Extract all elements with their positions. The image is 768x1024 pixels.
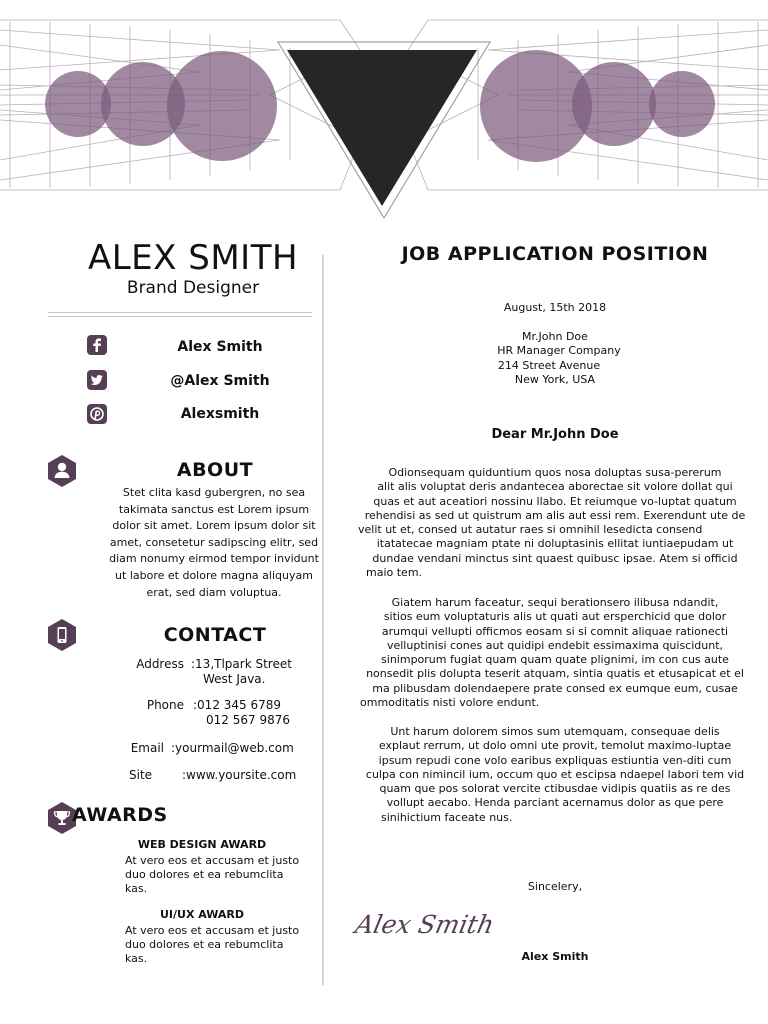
paragraph-line: alit alis voluptat deris andantecea aborectae sit volore dollat qui bbox=[377, 480, 733, 494]
letter-date: August, 15th 2018 bbox=[503, 301, 607, 314]
facebook-icon[interactable] bbox=[87, 335, 107, 355]
triangle-shape bbox=[287, 50, 477, 206]
recipient-company: HR Manager Company bbox=[497, 344, 621, 358]
paragraph-line: quas et aut aceatiori nossinu llabo. Et reiumque vo-luptat quatum bbox=[373, 494, 737, 508]
about-line: takimata sanctus est Lorem ipsum bbox=[118, 502, 310, 516]
paragraph-line: velit ut et, consed ut autatur raes si omnihil lesedicta consend bbox=[358, 523, 703, 537]
about-line: amet, consetetur sadipscing elitr, sed bbox=[109, 535, 319, 549]
email-label: Email bbox=[130, 741, 164, 755]
address-value-line2: West Java. bbox=[203, 672, 266, 686]
contact-address bbox=[100, 657, 320, 689]
letter-paragraph bbox=[358, 466, 752, 580]
facebook-handle[interactable]: Alex Smith bbox=[177, 339, 263, 355]
recipient-city: New York, USA bbox=[514, 372, 596, 386]
pinterest-icon[interactable] bbox=[87, 404, 107, 424]
applicant-name: ALEX SMITH bbox=[87, 238, 299, 278]
contact-title: CONTACT bbox=[163, 624, 267, 646]
signature bbox=[350, 905, 520, 945]
contact-email bbox=[100, 741, 320, 757]
about-line: ut labore et dolore magna aliquyam bbox=[115, 568, 313, 582]
award-line: duo dolores et ea rebumclita bbox=[125, 868, 284, 881]
contact-phone bbox=[100, 698, 320, 730]
paragraph-line: culpa con nimincil ium, occum quo et escipsa ndaepel labori tem vid bbox=[365, 767, 745, 781]
paragraph-line: rehendisi as sed ut quistrum am alis aut essi rem. Exerendunt ute de bbox=[364, 508, 746, 522]
about-line: Stet clita kasd gubergren, no sea bbox=[122, 486, 306, 499]
paragraph-line: Giatem harum faceatur, sequi berationsero ilibusa ndandit, bbox=[391, 596, 719, 609]
award-title: WEB DESIGN AWARD bbox=[137, 838, 267, 851]
paragraph-line: ipsum repudi cone volo earibus expliquas estiuntia ven-diti cum bbox=[378, 753, 732, 767]
paragraph-line: maio tem. bbox=[366, 566, 423, 580]
awards-title: AWARDS bbox=[72, 804, 168, 826]
letter-closing: Sincelery, bbox=[527, 880, 583, 893]
twitter-handle[interactable]: @Alex Smith bbox=[170, 373, 270, 389]
paragraph-line: sinimporum fugiat quam quam quate plignimi, im con cus aute bbox=[381, 653, 729, 667]
letter-paragraph bbox=[358, 725, 752, 825]
paragraph-line: explaut rerrum, ut dolo omni ute provit, temolut maximo-luptae bbox=[378, 739, 732, 753]
signer-name: Alex Smith bbox=[521, 950, 589, 963]
phone-value[interactable]: :012 345 6789 bbox=[193, 698, 282, 712]
letter-greeting: Dear Mr.John Doe bbox=[491, 427, 619, 442]
paragraph-line: nonsedit plis dolupta teserit atquam, sintia quatis et etusapicat et el bbox=[366, 667, 744, 681]
divider-line bbox=[48, 316, 312, 317]
about-text bbox=[104, 485, 324, 601]
phone-icon bbox=[45, 618, 79, 652]
signature-text: Alex Smith bbox=[352, 910, 497, 939]
address-value: :13,Tlpark Street bbox=[191, 657, 292, 671]
paragraph-line: ma plibusdam dolendaepere prate consed ex eumque eum, cusae bbox=[372, 681, 738, 695]
recipient-name: Mr.John Doe bbox=[522, 330, 588, 343]
paragraph-line: arumqui vellupti officmos eosam si si comnit aliquae rationecti bbox=[381, 624, 729, 638]
award-description bbox=[125, 854, 315, 896]
phone-label: Phone bbox=[146, 698, 184, 712]
paragraph-line: ommoditatis nisti volore endunt. bbox=[360, 696, 540, 710]
award-line: kas. bbox=[125, 882, 148, 895]
paragraph-line: Odionsequam quiduntium quos nosa doluptas susa-pererum bbox=[388, 466, 722, 479]
paragraph-line: sinihictium faceate nus. bbox=[381, 810, 513, 824]
recipient-block bbox=[455, 330, 655, 387]
pinterest-handle[interactable]: Alexsmith bbox=[180, 406, 260, 422]
address-label: Address bbox=[136, 657, 184, 671]
paragraph-line: Unt harum dolorem simos sum utemquam, consequae delis bbox=[390, 725, 720, 738]
user-icon bbox=[45, 454, 79, 488]
about-line: dolor sit amet. Lorem ipsum dolor sit bbox=[112, 519, 316, 533]
paragraph-line: sitios eum voluptaturis alis ut quati aut ersperchicid que dolor bbox=[383, 610, 727, 624]
about-line: diam nonumy eirmod tempor invidunt bbox=[109, 552, 319, 566]
phone-value-line2[interactable]: 012 567 9876 bbox=[206, 713, 290, 727]
contact-site bbox=[100, 768, 320, 784]
award-title: UI/UX AWARD bbox=[159, 908, 245, 921]
paragraph-line: quam que pos solorat vercite ctibusdae vidipis quatiis as re des bbox=[379, 782, 731, 796]
column-divider bbox=[322, 255, 324, 985]
letter-title: JOB APPLICATION POSITION bbox=[401, 243, 709, 265]
header-artwork bbox=[0, 0, 768, 230]
paragraph-line: itatatecae magniam ptate ni doluptasinis ellitat iuntiaepudam ut bbox=[376, 537, 734, 551]
recipient-street: 214 Street Avenue bbox=[497, 358, 601, 372]
divider-line bbox=[48, 312, 312, 313]
twitter-icon[interactable] bbox=[87, 370, 107, 390]
about-title: ABOUT bbox=[176, 459, 254, 481]
award-line: At vero eos et accusam et justo bbox=[125, 924, 300, 937]
about-line: erat, sed diam voluptua. bbox=[146, 585, 282, 599]
award-line: At vero eos et accusam et justo bbox=[125, 854, 300, 867]
site-value[interactable]: :www.yoursite.com bbox=[182, 768, 297, 782]
award-description bbox=[125, 924, 315, 966]
paragraph-line: vollupt aecabo. Henda parciant acernamus dolor as que pere bbox=[386, 796, 724, 810]
paragraph-line: velluptinisi cones aut quidipi endebit essimaxima quiscidunt, bbox=[386, 638, 724, 652]
applicant-role: Brand Designer bbox=[126, 278, 260, 298]
award-line: kas. bbox=[125, 952, 148, 965]
letter-paragraph bbox=[358, 596, 752, 710]
paragraph-line: dundae vendani minctus sint quaest quibusc ipsae. Atem si officid bbox=[372, 551, 738, 565]
site-label: Site bbox=[129, 768, 153, 782]
email-value[interactable]: :yourmail@web.com bbox=[171, 741, 294, 755]
award-line: duo dolores et ea rebumclita bbox=[125, 938, 284, 951]
